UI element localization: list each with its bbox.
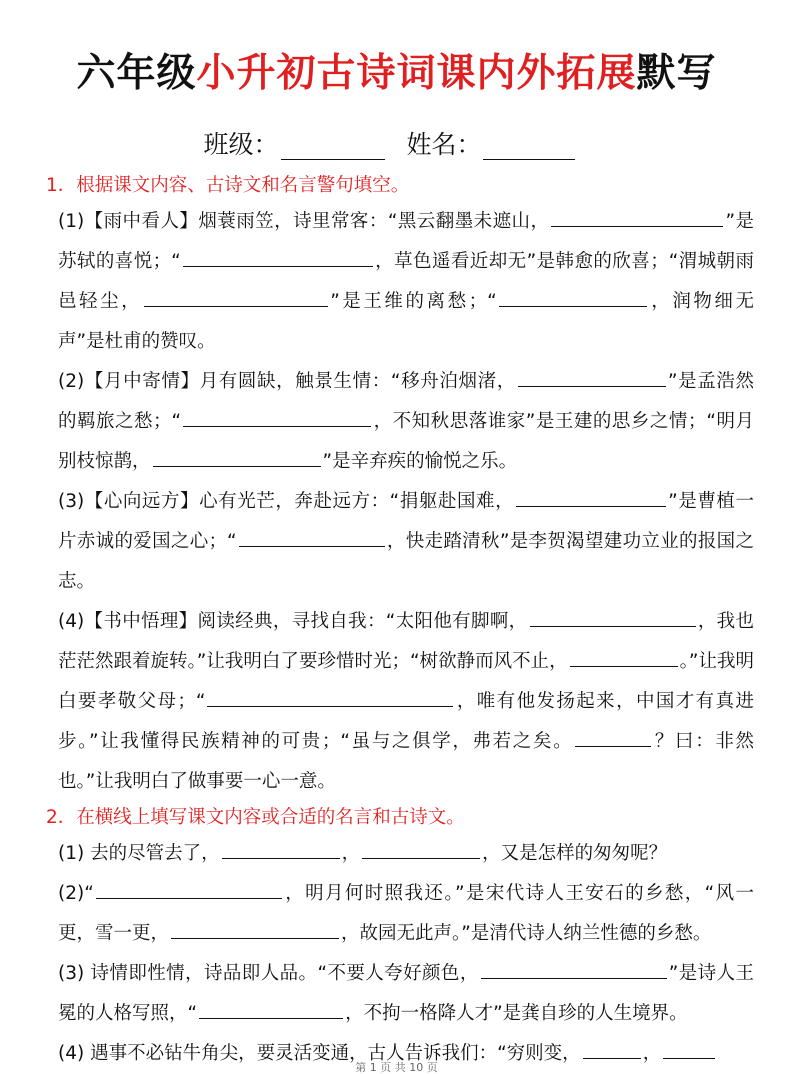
answer-blank[interactable] — [153, 448, 321, 468]
name-label: 姓名： — [406, 130, 482, 159]
answer-blank[interactable] — [362, 840, 480, 860]
answer-blank[interactable] — [171, 920, 339, 940]
question-1-2: (2)【月中寄情】月有圆缺，触景生情：“移舟泊烟渚， ”是孟浩然的羁旅之愁；“ ，不知秋思落谁家”是王建的思乡之情；“明月别枝惊鹊， ”是辛弃疾的愉悦之乐。 — [58, 362, 754, 482]
answer-blank[interactable] — [222, 840, 340, 860]
title-part-task: 默写 — [636, 51, 717, 96]
section-1-heading: 1．根据课文内容、古诗文和名言警句填空。 — [46, 175, 410, 196]
answer-blank[interactable] — [530, 608, 696, 628]
answer-blank[interactable] — [207, 688, 453, 708]
title-part-grade: 六年级 — [76, 51, 197, 96]
question-2-1: (1) 去的尽管去了， ， ，又是怎样的匆匆呢？ — [58, 834, 754, 874]
question-1-1: (1)【雨中看人】烟蓑雨笠，诗里常客：“黑云翻墨未遮山， ”是苏轼的喜悦；“ ，草色遥看近却无”是韩愈的欣喜；“渭城朝雨邑轻尘， ”是王维的离愁；“ ，润物细无声”是杜甫的赞叹。 — [58, 202, 754, 362]
answer-blank[interactable] — [96, 880, 282, 900]
name-blank[interactable] — [483, 129, 575, 160]
question-2-3: (3) 诗情即性情，诗品即人品。“不要人夸好颜色， ”是诗人王冕的人格写照，“ ，不拘一格降人才”是龚自珍的人生境界。 — [58, 954, 754, 1034]
answer-blank[interactable] — [183, 408, 371, 428]
answer-blank[interactable] — [551, 208, 723, 228]
answer-blank[interactable] — [583, 1040, 641, 1060]
section-2-heading: 2．在横线上填写课文内容或合适的名言和古诗文。 — [46, 807, 465, 828]
answer-blank[interactable] — [199, 1000, 343, 1020]
answer-blank[interactable] — [663, 1040, 715, 1060]
question-2-2: (2)“ ，明月何时照我还。”是宋代诗人王安石的乡愁，“风一更，雪一更， ，故园无此声。”是清代诗人纳兰性德的乡愁。 — [58, 874, 754, 954]
answer-blank[interactable] — [516, 488, 666, 508]
answer-blank[interactable] — [481, 960, 667, 980]
question-1-4: (4)【书中悟理】阅读经典，寻找自我：“太阳他有脚啊， ，我也茫茫然跟着旋转。”让我明白了要珍惜时光；“树欲静而风不止， 。”让我明白要孝敬父母；“ ，唯有他发扬起来，中国才有真进步。”让我懂得民族精神的可贵；“虽与之俱学，弗若之矣。 ？曰：非然也。”让我明白了做事要一心一意。 — [58, 602, 754, 802]
answer-blank[interactable] — [518, 368, 666, 388]
student-info-row — [0, 126, 793, 164]
answer-blank[interactable] — [144, 288, 328, 308]
page-title — [0, 46, 793, 102]
answer-blank[interactable] — [499, 288, 647, 308]
answer-blank[interactable] — [570, 648, 678, 668]
answer-blank[interactable] — [183, 248, 373, 268]
question-2-4: (4) 遇事不必钻牛角尖，要灵活变通，古人告诉我们：“穷则变， ， — [58, 1034, 754, 1074]
worksheet-body — [44, 170, 754, 1074]
title-part-topic: 小升初古诗词课内外拓展 — [196, 51, 637, 96]
answer-blank[interactable] — [575, 728, 651, 748]
class-label: 班级： — [203, 130, 279, 159]
question-1-3: (3)【心向远方】心有光芒，奔赴远方：“捐躯赴国难， ”是曹植一片赤诚的爱国之心；“ ，快走踏清秋”是李贺渴望建功立业的报国之志。 — [58, 482, 754, 602]
answer-blank[interactable] — [239, 528, 385, 548]
page-number: 第 1 页 共 10 页 — [355, 1061, 438, 1074]
class-blank[interactable] — [281, 129, 385, 160]
